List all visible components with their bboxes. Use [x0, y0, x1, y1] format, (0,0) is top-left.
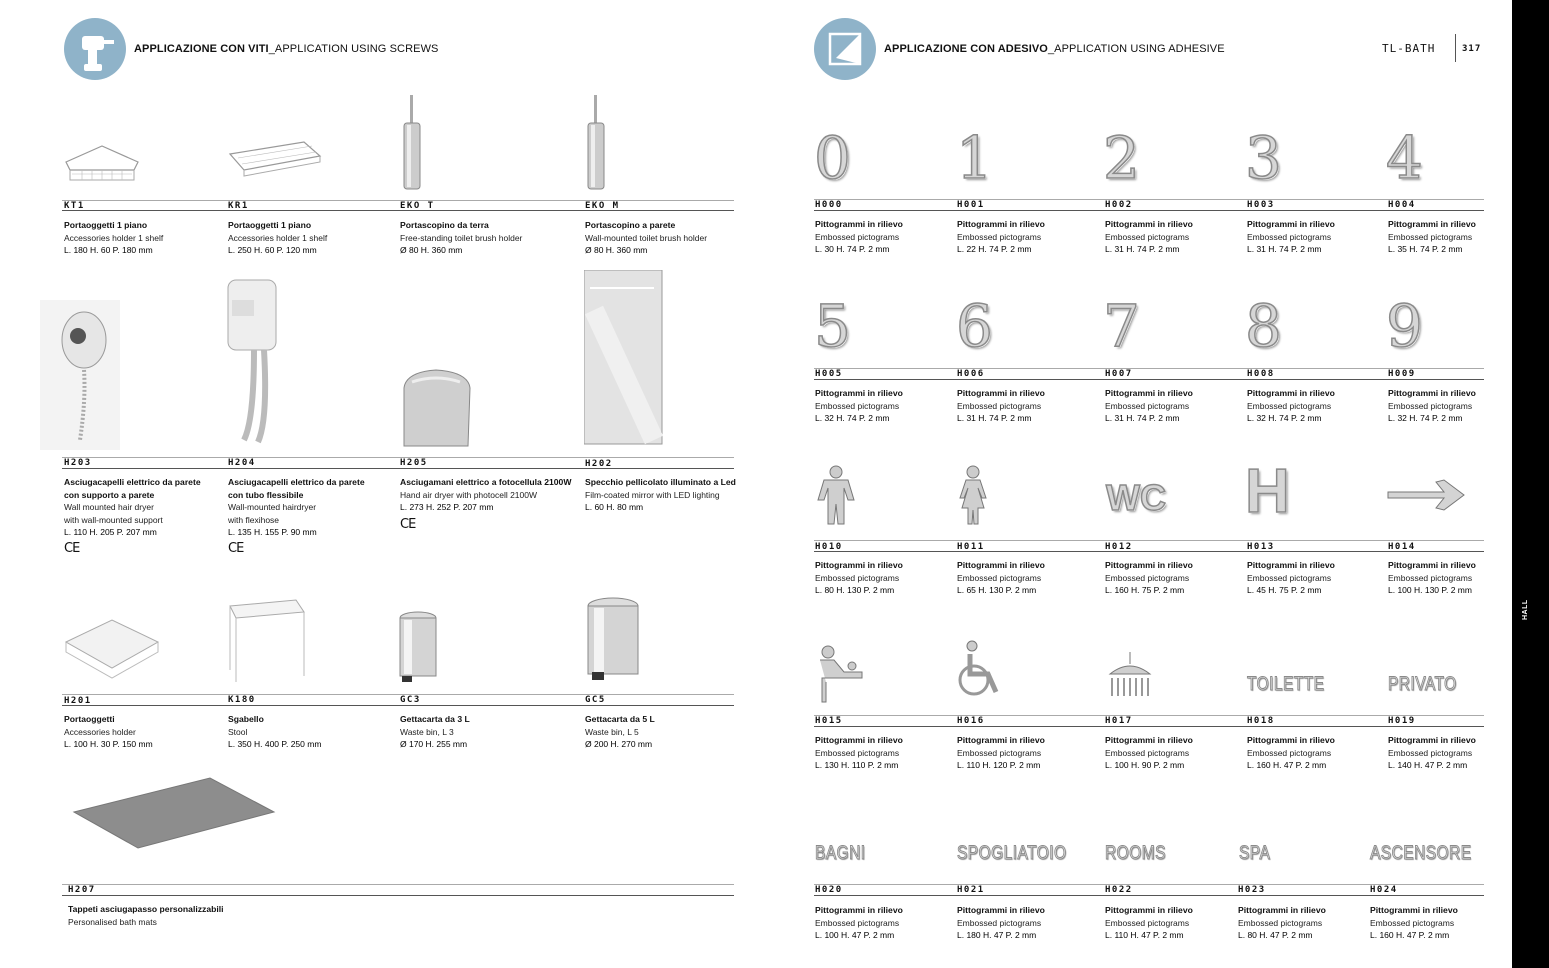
product-code: H203 [64, 458, 92, 468]
row4-rule [62, 895, 734, 896]
pictogram-it: Pittogrammi in rilievo [957, 735, 1045, 745]
product-description: Specchio pellicolato illuminato a Led Film-coated mirror with LED lighting L. 60 H. 80 mm [585, 477, 736, 512]
pictogram-dims: L. 30 H. 74 P. 2 mm [815, 244, 890, 254]
digit-8-pictogram: 8 [1245, 292, 1282, 360]
wall-brush-holder-image [584, 95, 608, 191]
pictogram-it: Pittogrammi in rilievo [1238, 905, 1326, 915]
product-code: H205 [400, 458, 428, 468]
accessories-holder-image [62, 612, 160, 682]
pictogram-it: Pittogrammi in rilievo [815, 560, 903, 570]
digit-7-pictogram: 7 [1103, 292, 1140, 360]
pictogram-description [1105, 387, 1193, 425]
bin-5l-image [586, 596, 640, 682]
product-code: K180 [228, 695, 256, 705]
wheelchair-icon [956, 640, 1006, 698]
pictogram-description [1247, 218, 1335, 256]
digit-4-pictogram: 4 [1386, 124, 1423, 192]
pictogram-it: Pittogrammi in rilievo [1105, 735, 1193, 745]
pict-row4-rule [814, 726, 1484, 727]
ce-mark-icon: CE [400, 517, 416, 532]
woman-icon [956, 464, 990, 526]
pictogram-en: Embossed pictograms [1247, 572, 1332, 583]
product-description: Sgabello Stool L. 350 H. 400 P. 250 mm [228, 714, 322, 749]
pictogram-en: Embossed pictograms [1105, 400, 1190, 411]
pictogram-dims: L. 65 H. 130 P. 2 mm [957, 585, 1037, 595]
pictogram-code: H003 [1247, 200, 1275, 210]
bin-3l-image [398, 610, 438, 684]
stool-image [226, 596, 306, 686]
pictogram-en: Embossed pictograms [1388, 231, 1473, 242]
digit-6-pictogram: 6 [956, 292, 993, 360]
arrow-right-icon [1386, 474, 1466, 516]
pictogram-description [957, 559, 1045, 597]
row1-rule [62, 210, 734, 211]
pictogram-code: H000 [815, 200, 843, 210]
pictogram-en: Embossed pictograms [1247, 400, 1332, 411]
product-description: Asciugacapelli elettrico da parete con tubo flessibile Wall-mounted hairdryer with flexihose L. 135 H. 155 P. 90 mm [228, 477, 365, 537]
privato-pictogram: PRIVATO [1388, 674, 1457, 695]
pictogram-en: Embossed pictograms [815, 231, 900, 242]
section-sidebar [1512, 0, 1549, 968]
row3-rule-top [62, 694, 734, 695]
shower-icon [1104, 652, 1156, 698]
pictogram-description [1388, 387, 1476, 425]
pictogram-code: H010 [815, 542, 843, 552]
product-code: GC5 [585, 695, 606, 705]
digit-3-pictogram: 3 [1245, 124, 1282, 192]
pictogram-en: Embossed pictograms [815, 917, 900, 928]
product-description: Gettacarta da 3 L Waste bin, L 3 Ø 170 H. 255 mm [400, 714, 470, 749]
pictogram-it: Pittogrammi in rilievo [815, 905, 903, 915]
pictogram-code: H014 [1388, 542, 1416, 552]
pictogram-description [815, 559, 903, 597]
pictogram-dims: L. 32 H. 74 P. 2 mm [815, 413, 890, 423]
pictogram-it: Pittogrammi in rilievo [1388, 219, 1476, 229]
pictogram-dims: L. 110 H. 120 P. 2 mm [957, 760, 1041, 770]
pictogram-it: Pittogrammi in rilievo [1388, 388, 1476, 398]
product-code: H202 [585, 459, 613, 469]
pictogram-description [1388, 218, 1476, 256]
product-code: H204 [228, 458, 256, 468]
pictogram-it: Pittogrammi in rilievo [1105, 388, 1193, 398]
section-label: HALL [1522, 599, 1529, 620]
product-description: Asciugamani elettrico a fotocellula 2100W Hand air dryer with photocell 2100W L. 273 H. 252 P. 207 mm [400, 477, 572, 512]
product-code: GC3 [400, 695, 421, 705]
pictogram-dims: L. 180 H. 47 P. 2 mm [957, 930, 1037, 940]
pictogram-it: Pittogrammi in rilievo [957, 905, 1045, 915]
pictogram-code: H006 [957, 369, 985, 379]
pictogram-description [957, 904, 1045, 942]
pictogram-code: H001 [957, 200, 985, 210]
page-number: 317 [1462, 44, 1482, 54]
bagni-pictogram: BAGNI [815, 843, 866, 864]
rooms-pictogram: ROOMS [1105, 843, 1166, 864]
floor-brush-holder-image [400, 95, 424, 191]
baby-change-icon [814, 642, 864, 704]
product-description: Portascopino da terra Free-standing toilet brush holder Ø 80 H. 360 mm [400, 220, 523, 255]
pictogram-code: H009 [1388, 369, 1416, 379]
product-code: KR1 [228, 201, 249, 211]
pictogram-it: Pittogrammi in rilievo [957, 219, 1045, 229]
pict-row2-rule [814, 379, 1484, 380]
wire-shelf-image [224, 136, 324, 186]
hair-dryer-hose-image [224, 270, 284, 450]
hair-dryer-support-image [40, 300, 120, 450]
pictogram-code: H013 [1247, 542, 1275, 552]
pictogram-description [1105, 734, 1193, 772]
ascensore-pictogram: ASCENSORE [1370, 843, 1472, 864]
pictogram-it: Pittogrammi in rilievo [815, 388, 903, 398]
pictogram-dims: L. 130 H. 110 P. 2 mm [815, 760, 899, 770]
row2-rule [62, 468, 734, 469]
pict-row1-rule [814, 210, 1484, 211]
pictogram-description [957, 218, 1045, 256]
pictogram-code: H002 [1105, 200, 1133, 210]
pictogram-code: H004 [1388, 200, 1416, 210]
pictogram-description [815, 218, 903, 256]
pictogram-it: Pittogrammi in rilievo [1105, 905, 1193, 915]
product-description: Gettacarta da 5 L Waste bin, L 5 Ø 200 H. 270 mm [585, 714, 655, 749]
pictogram-dims: L. 31 H. 74 P. 2 mm [1105, 413, 1180, 423]
pictogram-description [815, 904, 903, 942]
right-section-title: APPLICAZIONE CON ADESIVO_APPLICATION USING ADHESIVE [884, 43, 1225, 55]
pictogram-code: H016 [957, 716, 985, 726]
product-code: EKO M [585, 201, 620, 211]
pictogram-code: H019 [1388, 716, 1416, 726]
pictogram-description [957, 734, 1045, 772]
pictogram-dims: L. 32 H. 74 P. 2 mm [1247, 413, 1322, 423]
pictogram-description [1247, 387, 1335, 425]
product-code: KT1 [64, 201, 85, 211]
pictogram-en: Embossed pictograms [815, 747, 900, 758]
pictogram-code: H023 [1238, 885, 1266, 895]
pictogram-dims: L. 35 H. 74 P. 2 mm [1388, 244, 1463, 254]
pict-row4-rule-top [814, 715, 1484, 716]
man-icon [814, 464, 858, 526]
pictogram-en: Embossed pictograms [1105, 747, 1190, 758]
pictogram-description [1247, 559, 1335, 597]
pictogram-it: Pittogrammi in rilievo [1388, 560, 1476, 570]
pictogram-en: Embossed pictograms [1105, 231, 1190, 242]
h-pictogram: H [1245, 457, 1290, 526]
pictogram-code: H015 [815, 716, 843, 726]
pictogram-en: Embossed pictograms [1388, 747, 1473, 758]
pictogram-dims: L. 100 H. 47 P. 2 mm [815, 930, 895, 940]
pictogram-dims: L. 110 H. 47 P. 2 mm [1105, 930, 1184, 940]
pictogram-en: Embossed pictograms [957, 747, 1042, 758]
pictogram-dims: L. 32 H. 74 P. 2 mm [1388, 413, 1463, 423]
row2-rule-top [62, 457, 734, 458]
pictogram-description [815, 734, 903, 772]
header-divider [1455, 34, 1456, 62]
pictogram-description [1105, 559, 1193, 597]
pictogram-en: Embossed pictograms [1105, 572, 1190, 583]
row3-rule [62, 705, 734, 706]
pictogram-dims: L. 31 H. 74 P. 2 mm [1247, 244, 1322, 254]
pictogram-description [1370, 904, 1458, 942]
pictogram-code: H022 [1105, 885, 1133, 895]
product-description: Tappeti asciugapasso personalizzabili Personalised bath mats [68, 904, 224, 927]
pictogram-en: Embossed pictograms [1388, 400, 1473, 411]
product-description: Asciugacapelli elettrico da parete con supporto a parete Wall mounted hair dryer with wall-mounted support L. 110 H. 205 P. 207 mm [64, 477, 201, 537]
pict-row2-rule-top [814, 368, 1484, 369]
pictogram-en: Embossed pictograms [815, 400, 900, 411]
pictogram-dims: L. 80 H. 130 P. 2 mm [815, 585, 895, 595]
pictogram-dims: L. 45 H. 75 P. 2 mm [1247, 585, 1322, 595]
pictogram-dims: L. 100 H. 130 P. 2 mm [1388, 585, 1472, 595]
product-description: Portaoggetti Accessories holder L. 100 H. 30 P. 150 mm [64, 714, 153, 749]
pictogram-code: H021 [957, 885, 985, 895]
pictogram-dims: L. 80 H. 47 P. 2 mm [1238, 930, 1313, 940]
pictogram-description [815, 387, 903, 425]
digit-9-pictogram: 9 [1386, 292, 1423, 360]
pictogram-code: H020 [815, 885, 843, 895]
pictogram-it: Pittogrammi in rilievo [957, 560, 1045, 570]
pictogram-dims: L. 31 H. 74 P. 2 mm [1105, 244, 1180, 254]
left-section-title: APPLICAZIONE CON VITI_APPLICATION USING SCREWS [134, 43, 439, 55]
pictogram-it: Pittogrammi in rilievo [815, 735, 903, 745]
pictogram-description [1238, 904, 1326, 942]
pictogram-en: Embossed pictograms [957, 917, 1042, 928]
product-code: H207 [68, 885, 96, 895]
spa-pictogram: SPA [1239, 843, 1271, 864]
pictogram-en: Embossed pictograms [957, 400, 1042, 411]
pictogram-code: H007 [1105, 369, 1133, 379]
row4-rule-top [62, 884, 734, 885]
product-code: EKO T [400, 201, 435, 211]
digit-5-pictogram: 5 [814, 292, 851, 360]
pictogram-dims: L. 160 H. 47 P. 2 mm [1247, 760, 1327, 770]
pictogram-it: Pittogrammi in rilievo [1247, 388, 1335, 398]
pictogram-it: Pittogrammi in rilievo [957, 388, 1045, 398]
pictogram-en: Embossed pictograms [1370, 917, 1455, 928]
pict-row3-rule [814, 551, 1484, 552]
pictogram-en: Embossed pictograms [957, 231, 1042, 242]
pictogram-it: Pittogrammi in rilievo [815, 219, 903, 229]
pictogram-it: Pittogrammi in rilievo [1247, 560, 1335, 570]
pictogram-dims: L. 22 H. 74 P. 2 mm [957, 244, 1032, 254]
pictogram-code: H018 [1247, 716, 1275, 726]
digit-2-pictogram: 2 [1103, 124, 1140, 192]
pictogram-en: Embossed pictograms [1247, 231, 1332, 242]
corner-shelf-image [62, 140, 142, 190]
pictogram-description [1105, 904, 1193, 942]
mirror-image [584, 270, 664, 446]
pictogram-it: Pittogrammi in rilievo [1105, 560, 1193, 570]
ce-mark-icon: CE [64, 541, 80, 556]
pictogram-dims: L. 160 H. 75 P. 2 mm [1105, 585, 1185, 595]
pictogram-it: Pittogrammi in rilievo [1247, 219, 1335, 229]
pictogram-code: H012 [1105, 542, 1133, 552]
digit-1-pictogram: 1 [956, 124, 993, 192]
pict-row3-rule-top [814, 540, 1484, 541]
pictogram-it: Pittogrammi in rilievo [1105, 219, 1193, 229]
pictogram-it: Pittogrammi in rilievo [1247, 735, 1335, 745]
drill-icon [64, 18, 126, 80]
brand-logo: TL-BATH [1382, 42, 1436, 55]
pictogram-description [1105, 218, 1193, 256]
product-code: H201 [64, 696, 92, 706]
pict-row5-rule [814, 895, 1484, 896]
product-description: Portaoggetti 1 piano Accessories holder 1 shelf L. 250 H. 60 P. 120 mm [228, 220, 328, 255]
pictogram-dims: L. 100 H. 90 P. 2 mm [1105, 760, 1185, 770]
pictogram-en: Embossed pictograms [957, 572, 1042, 583]
pictogram-en: Embossed pictograms [1238, 917, 1323, 928]
hand-dryer-image [398, 368, 474, 450]
pictogram-code: H017 [1105, 716, 1133, 726]
wc-pictogram: WC [1106, 477, 1166, 518]
pictogram-it: Pittogrammi in rilievo [1388, 735, 1476, 745]
pictogram-dims: L. 31 H. 74 P. 2 mm [957, 413, 1032, 423]
bath-mat-image [70, 776, 276, 850]
pictogram-code: H005 [815, 369, 843, 379]
ce-mark-icon: CE [228, 541, 244, 556]
pictogram-en: Embossed pictograms [1388, 572, 1473, 583]
adhesive-icon [814, 18, 876, 80]
pictogram-en: Embossed pictograms [1247, 747, 1332, 758]
pictogram-dims: L. 140 H. 47 P. 2 mm [1388, 760, 1468, 770]
pictogram-code: H011 [957, 542, 985, 552]
pictogram-description [957, 387, 1045, 425]
spogliatoio-pictogram: SPOGLIATOIO [957, 843, 1067, 864]
pictogram-dims: L. 160 H. 47 P. 2 mm [1370, 930, 1450, 940]
row1-rule-top [62, 200, 734, 201]
product-description: Portascopino a parete Wall-mounted toilet brush holder Ø 80 H. 360 mm [585, 220, 708, 255]
pictogram-code: H008 [1247, 369, 1275, 379]
pict-row1-rule-top [814, 199, 1484, 200]
pictogram-en: Embossed pictograms [815, 572, 900, 583]
pictogram-description [1388, 734, 1476, 772]
pictogram-description [1388, 559, 1476, 597]
toilette-pictogram: TOILETTE [1247, 674, 1325, 695]
product-description: Portaoggetti 1 piano Accessories holder 1 shelf L. 180 H. 60 P. 180 mm [64, 220, 164, 255]
digit-0-pictogram: 0 [814, 124, 851, 192]
pictogram-it: Pittogrammi in rilievo [1370, 905, 1458, 915]
pictogram-en: Embossed pictograms [1105, 917, 1190, 928]
pictogram-description [1247, 734, 1335, 772]
pictogram-code: H024 [1370, 885, 1398, 895]
